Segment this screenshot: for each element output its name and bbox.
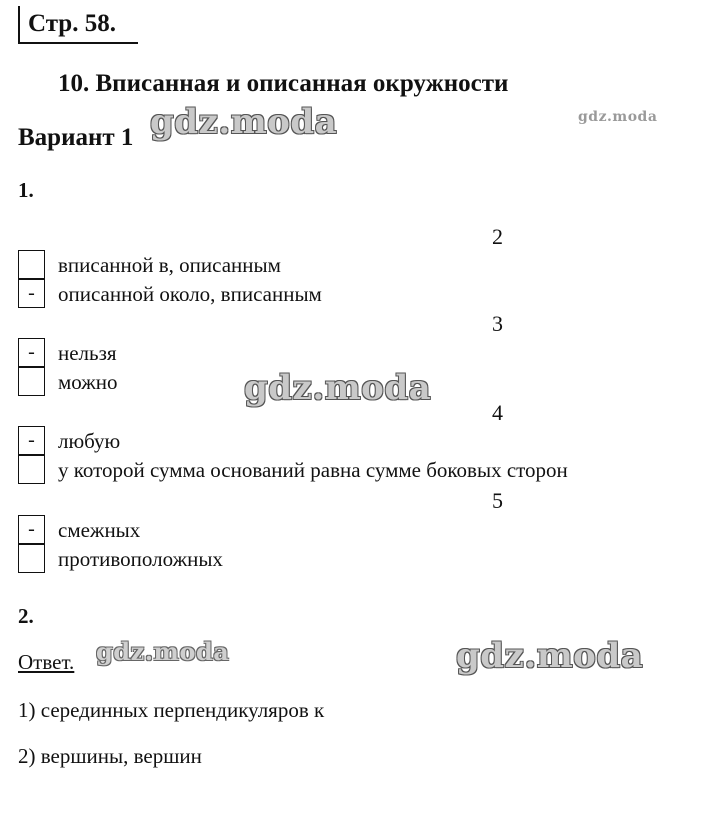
watermark: gdz.moda	[150, 102, 338, 142]
answer-line-1: 1) серединных перпендикуляров к	[18, 698, 325, 722]
answer-checkbox[interactable]: -	[18, 338, 45, 367]
watermark: gdz.moda	[456, 636, 644, 676]
answer-checkbox[interactable]	[18, 367, 45, 396]
answer-checkbox[interactable]	[18, 250, 45, 279]
option-text: противоположных	[58, 547, 223, 571]
watermark: gdz.moda	[578, 109, 658, 125]
option-text: вписанной в, описанным	[58, 253, 281, 277]
option-text: описанной около, вписанным	[58, 282, 322, 306]
answer-checkbox[interactable]: -	[18, 426, 45, 455]
variant-label: Вариант 1	[18, 124, 134, 151]
option-text: любую	[58, 429, 121, 453]
option-text: смежных	[58, 518, 141, 542]
task-1-sub-number-5: 5	[492, 488, 503, 513]
watermark: gdz.moda	[96, 637, 230, 666]
option-text: нельзя	[58, 341, 117, 365]
answer-line-2: 2) вершины, вершин	[18, 744, 202, 768]
answer-checkbox[interactable]: -	[18, 279, 45, 308]
task-1-number: 1.	[18, 178, 34, 202]
answer-label: Ответ.	[18, 650, 75, 674]
page-number: Стр. 58.	[28, 10, 116, 37]
task-1-sub-number-3: 3	[492, 311, 503, 336]
section-heading: 10. Вписанная и описанная окружности	[58, 70, 509, 97]
task-1-sub-number-2: 2	[492, 224, 503, 249]
answer-checkbox[interactable]	[18, 544, 45, 573]
answer-checkbox[interactable]: -	[18, 515, 45, 544]
task-1-sub-number-4: 4	[492, 400, 503, 425]
task-2-number: 2.	[18, 604, 34, 628]
option-text: у которой сумма оснований равна сумме боковых сторон	[58, 458, 568, 482]
watermark: gdz.moda	[244, 368, 432, 408]
option-text: можно	[58, 370, 118, 394]
answer-checkbox[interactable]	[18, 455, 45, 484]
